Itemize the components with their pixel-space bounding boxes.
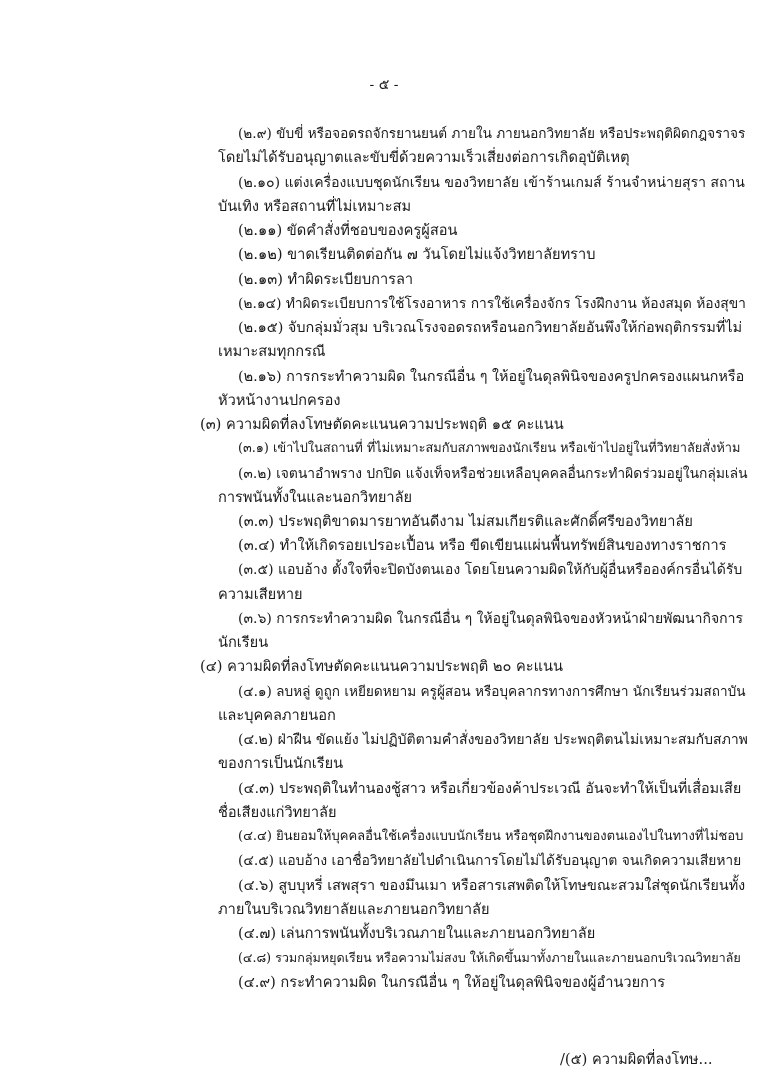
text-line: นักเรียน: [218, 634, 269, 651]
text-line: เหมาะสมทุกกรณี: [218, 343, 326, 360]
text-line: (๔.๖) สูบบุหรี่ เสพสุรา ของมึนเมา หรือสารเสพติดให้โทษขณะสวมใส่ชุดนักเรียนทั้ง: [238, 878, 746, 894]
text-line: (๓.๓) ประพฤติขาดมารยาทอันดีงาม ไม่สมเกียรติและศักดิ์ศรีของวิทยาลัย: [238, 513, 693, 530]
page-number: - ๕ -: [369, 77, 399, 93]
text-line: (๓.๔) ทำให้เกิดรอยเปรอะเปื้อน หรือ ขีดเขียนแผ่นพื้นทรัพย์สินของทางราชการ: [238, 537, 727, 554]
text-line: (๒.๑๕) จับกลุ่มมั่วสุม บริเวณโรงจอดรถหรือนอกวิทยาลัยอันพึงให้ก่อพฤติกรรมที่ไม่: [238, 320, 743, 336]
text-line: ชื่อเสียงแก่วิทยาลัย: [218, 804, 337, 821]
text-line: การพนันทั้งในและนอกวิทยาลัย: [218, 489, 413, 506]
text-line: (๔.๗) เล่นการพนันทั้งบริเวณภายในและภายนอกวิทยาลัย: [238, 925, 596, 942]
text-line: (๓.๒) เจตนาอำพราง ปกปิด แจ้งเท็จหรือช่วยเหลือบุคคลอื่นกระทำผิดร่วมอยู่ในกลุ่มเล่น: [238, 466, 748, 482]
text-line: (๔.๙) กระทำความผิด ในกรณีอื่น ๆ ให้อยู่ในดุลพินิจของผู้อำนวยการ: [238, 974, 666, 991]
text-line: (๒.๑๐) แต่งเครื่องแบบชุดนักเรียน ของวิทยาลัย เข้าร้านเกมส์ ร้านจำหน่ายสุรา สถาน: [238, 175, 745, 191]
text-line: (๒.๑๑) ขัดคำสั่งที่ชอบของครูผู้สอน: [238, 222, 458, 239]
text-line: (๔.๘) รวมกลุ่มหยุดเรียน หรือความไม่สงบ ให้เกิดขึ้นมาทั้งภายในและภายนอกบริเวณวิทยาลัย: [238, 950, 741, 965]
text-line: (๔.๑) ลบหลู่ ดูถูก เหยียดหยาม ครูผู้สอน หรือบุคลากรทางการศึกษา นักเรียนร่วมสถาบัน: [238, 684, 746, 700]
text-line: และบุคคลภายนอก: [218, 707, 336, 724]
section-heading: (๔) ความผิดที่ลงโทษตัดคะแนนความประพฤติ ๒๐ คะแนน: [200, 658, 563, 675]
text-line: (๔.๓) ประพฤติในทำนองชู้สาว หรือเกี่ยวข้องค้าประเวณี อันจะทำให้เป็นที่เสื่อมเสีย: [238, 781, 742, 797]
text-line: หัวหน้างานปกครอง: [218, 392, 341, 409]
text-line: (๒.๙) ขับขี่ หรือจอดรถจักรยานยนต์ ภายใน ภายนอกวิทยาลัย หรือประพฤติผิดกฎจราจร: [238, 126, 746, 142]
text-line: บันเทิง หรือสถานที่ไม่เหมาะสม: [218, 198, 412, 215]
text-line: (๒.๑๓) ทำผิดระเบียบการลา: [238, 271, 414, 288]
text-line: (๔.๒) ฝ่าฝืน ขัดแย้ง ไม่ปฏิบัติตามคำสั่งของวิทยาลัย ประพฤติตนไม่เหมาะสมกับสภาพ: [238, 732, 748, 748]
text-line: (๒.๑๖) การกระทำความผิด ในกรณีอื่น ๆ ให้อยู่ในดุลพินิจของครูปกครองแผนกหรือ: [238, 369, 745, 385]
text-line: (๓.๑) เข้าไปในสถานที่ ที่ไม่เหมาะสมกับสภาพของนักเรียน หรือเข้าไปอยู่ในที่วิทยาลัยสั่งห้าม: [238, 441, 741, 456]
text-line: ภายในบริเวณวิทยาลัยและภายนอกวิทยาลัย: [218, 901, 490, 918]
section-heading: (๓) ความผิดที่ลงโทษตัดคะแนนความประพฤติ ๑๕ คะแนน: [200, 416, 564, 433]
text-line: (๓.๖) การกระทำความผิด ในกรณีอื่น ๆ ให้อยู่ในดุลพินิจของหัวหน้าฝ่ายพัฒนากิจการ: [238, 611, 744, 627]
text-line: (๔.๕) แอบอ้าง เอาชื่อวิทยาลัยไปดำเนินการโดยไม่ได้รับอนุญาต จนเกิดความเสียหาย: [238, 853, 742, 869]
text-line: ความเสียหาย: [218, 586, 303, 603]
continuation-note: /(๕) ความผิดที่ลงโทษ...: [560, 1051, 713, 1068]
text-line: (๒.๑๒) ขาดเรียนติดต่อกัน ๗ วันโดยไม่แจ้งวิทยาลัยทราบ: [238, 246, 596, 263]
text-line: (๓.๕) แอบอ้าง ตั้งใจที่จะปิดบังตนเอง โดยโยนความผิดให้กับผู้อื่นหรือองค์กรอื่นได้รับ: [238, 562, 743, 578]
text-line: (๔.๔) ยินยอมให้บุคคลอื่นใช้เครื่องแบบนักเรียน หรือชุดฝึกงานของตนเองไปในทางที่ไม่ชอบ: [238, 829, 744, 844]
text-line: โดยไม่ได้รับอนุญาตและขับขี่ด้วยความเร็วเสี่ยงต่อการเกิดอุบัติเหตุ: [218, 149, 630, 166]
text-line: ของการเป็นนักเรียน: [218, 755, 344, 772]
text-line: (๒.๑๔) ทำผิดระเบียบการใช้โรงอาหาร การใช้เครื่องจักร โรงฝึกงาน ห้องสมุด ห้องสุขา: [238, 296, 746, 312]
